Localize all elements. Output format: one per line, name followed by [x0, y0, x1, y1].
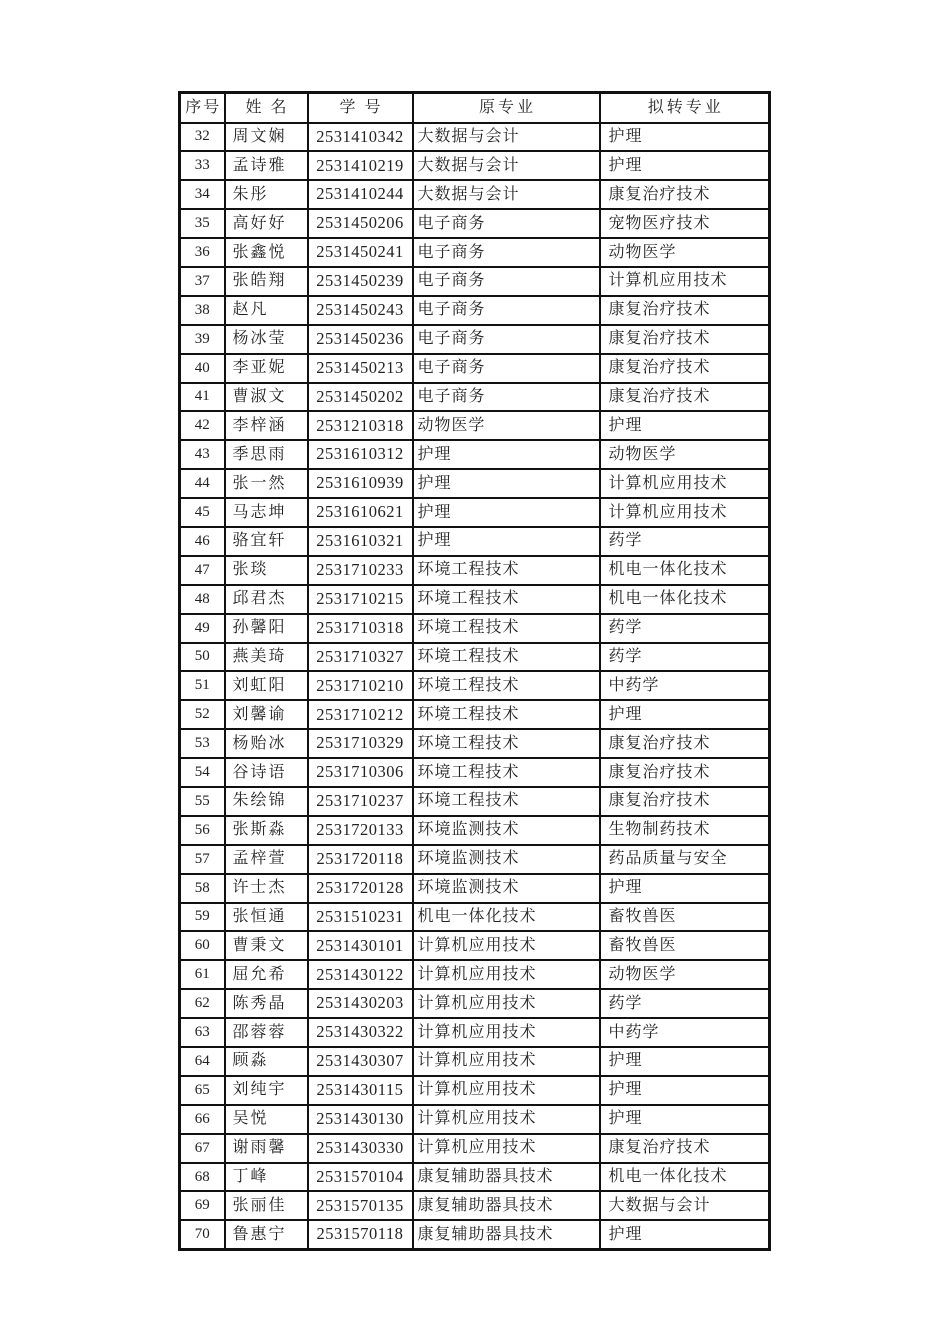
- cell-serial-number: 65: [180, 1076, 225, 1105]
- cell-target-major: 药学: [600, 527, 770, 556]
- cell-target-major: 中药学: [600, 671, 770, 700]
- cell-original-major: 计算机应用技术: [413, 960, 600, 989]
- cell-student-id: 2531710306: [308, 758, 413, 787]
- cell-serial-number: 46: [180, 527, 225, 556]
- cell-target-major: 护理: [600, 151, 770, 180]
- cell-student-id: 2531430330: [308, 1134, 413, 1163]
- table-row: [180, 1076, 770, 1105]
- cell-name: 刘虹阳: [225, 671, 308, 700]
- cell-target-major: 护理: [600, 1076, 770, 1105]
- cell-original-major: 护理: [413, 498, 600, 527]
- cell-target-major: 宠物医疗技术: [600, 209, 770, 238]
- header-target-major: 拟转专业: [600, 93, 770, 123]
- cell-original-major: 环境工程技术: [413, 643, 600, 672]
- table-body: [180, 123, 770, 1250]
- cell-student-id: 2531430203: [308, 989, 413, 1018]
- cell-target-major: 生物制药技术: [600, 816, 770, 845]
- cell-target-major: 畜牧兽医: [600, 903, 770, 932]
- table-row: [180, 325, 770, 354]
- cell-original-major: 护理: [413, 527, 600, 556]
- cell-original-major: 环境工程技术: [413, 700, 600, 729]
- cell-original-major: 环境工程技术: [413, 585, 600, 614]
- cell-serial-number: 39: [180, 325, 225, 354]
- cell-name: 孟梓萱: [225, 845, 308, 874]
- cell-serial-number: 56: [180, 816, 225, 845]
- cell-target-major: 康复治疗技术: [600, 296, 770, 325]
- cell-original-major: 机电一体化技术: [413, 903, 600, 932]
- cell-target-major: 动物医学: [600, 440, 770, 469]
- cell-serial-number: 52: [180, 700, 225, 729]
- cell-target-major: 康复治疗技术: [600, 758, 770, 787]
- cell-original-major: 护理: [413, 469, 600, 498]
- cell-name: 高好好: [225, 209, 308, 238]
- cell-student-id: 2531610939: [308, 469, 413, 498]
- cell-target-major: 护理: [600, 123, 770, 152]
- table-row: [180, 671, 770, 700]
- cell-target-major: 康复治疗技术: [600, 354, 770, 383]
- cell-serial-number: 54: [180, 758, 225, 787]
- cell-student-id: 2531450202: [308, 383, 413, 412]
- cell-target-major: 护理: [600, 1047, 770, 1076]
- table-row: [180, 1220, 770, 1249]
- cell-student-id: 2531570135: [308, 1191, 413, 1220]
- table-row: [180, 267, 770, 296]
- header-serial-number: 序号: [180, 93, 225, 123]
- table-row: [180, 1134, 770, 1163]
- cell-target-major: 药品质量与安全: [600, 845, 770, 874]
- cell-student-id: 2531710212: [308, 700, 413, 729]
- cell-student-id: 2531430322: [308, 1018, 413, 1047]
- cell-student-id: 2531410219: [308, 151, 413, 180]
- table-row: [180, 440, 770, 469]
- cell-name: 赵凡: [225, 296, 308, 325]
- cell-student-id: 2531570104: [308, 1163, 413, 1192]
- cell-name: 张一然: [225, 469, 308, 498]
- cell-original-major: 计算机应用技术: [413, 1105, 600, 1134]
- cell-student-id: 2531710210: [308, 671, 413, 700]
- cell-name: 邱君杰: [225, 585, 308, 614]
- cell-name: 朱绘锦: [225, 787, 308, 816]
- table-row: [180, 1191, 770, 1220]
- cell-target-major: 计算机应用技术: [600, 498, 770, 527]
- cell-student-id: 2531610321: [308, 527, 413, 556]
- student-transfer-table: [178, 91, 771, 1251]
- cell-serial-number: 40: [180, 354, 225, 383]
- cell-student-id: 2531610621: [308, 498, 413, 527]
- cell-name: 季思雨: [225, 440, 308, 469]
- cell-student-id: 2531450236: [308, 325, 413, 354]
- cell-serial-number: 61: [180, 960, 225, 989]
- cell-original-major: 计算机应用技术: [413, 989, 600, 1018]
- cell-target-major: 药学: [600, 989, 770, 1018]
- cell-original-major: 环境监测技术: [413, 874, 600, 903]
- cell-student-id: 2531450206: [308, 209, 413, 238]
- cell-serial-number: 33: [180, 151, 225, 180]
- cell-target-major: 护理: [600, 1105, 770, 1134]
- cell-serial-number: 47: [180, 556, 225, 585]
- table-row: [180, 585, 770, 614]
- table-row: [180, 411, 770, 440]
- cell-serial-number: 34: [180, 180, 225, 209]
- cell-target-major: 康复治疗技术: [600, 729, 770, 758]
- cell-name: 杨冰莹: [225, 325, 308, 354]
- cell-name: 谷诗语: [225, 758, 308, 787]
- cell-target-major: 护理: [600, 700, 770, 729]
- table-row: [180, 643, 770, 672]
- cell-student-id: 2531410342: [308, 123, 413, 152]
- cell-name: 曹秉文: [225, 931, 308, 960]
- cell-original-major: 电子商务: [413, 354, 600, 383]
- cell-original-major: 动物医学: [413, 411, 600, 440]
- cell-target-major: 大数据与会计: [600, 1191, 770, 1220]
- cell-name: 张丽佳: [225, 1191, 308, 1220]
- cell-name: 许士杰: [225, 874, 308, 903]
- cell-serial-number: 48: [180, 585, 225, 614]
- cell-name: 丁峰: [225, 1163, 308, 1192]
- cell-name: 孟诗雅: [225, 151, 308, 180]
- cell-student-id: 2531450241: [308, 238, 413, 267]
- table-row: [180, 556, 770, 585]
- cell-name: 陈秀晶: [225, 989, 308, 1018]
- cell-target-major: 中药学: [600, 1018, 770, 1047]
- cell-student-id: 2531710237: [308, 787, 413, 816]
- cell-student-id: 2531510231: [308, 903, 413, 932]
- cell-name: 孙馨阳: [225, 614, 308, 643]
- cell-serial-number: 51: [180, 671, 225, 700]
- cell-target-major: 药学: [600, 614, 770, 643]
- cell-serial-number: 55: [180, 787, 225, 816]
- cell-original-major: 环境工程技术: [413, 729, 600, 758]
- table-row: [180, 209, 770, 238]
- cell-name: 燕美琦: [225, 643, 308, 672]
- cell-name: 顾淼: [225, 1047, 308, 1076]
- cell-student-id: 2531710327: [308, 643, 413, 672]
- cell-student-id: 2531430122: [308, 960, 413, 989]
- cell-original-major: 环境工程技术: [413, 614, 600, 643]
- cell-target-major: 机电一体化技术: [600, 556, 770, 585]
- table-row: [180, 498, 770, 527]
- cell-original-major: 大数据与会计: [413, 151, 600, 180]
- table-row: [180, 700, 770, 729]
- cell-name: 吴悦: [225, 1105, 308, 1134]
- cell-name: 马志坤: [225, 498, 308, 527]
- table-row: [180, 1105, 770, 1134]
- cell-serial-number: 57: [180, 845, 225, 874]
- table-row: [180, 874, 770, 903]
- cell-name: 张琰: [225, 556, 308, 585]
- cell-serial-number: 49: [180, 614, 225, 643]
- cell-student-id: 2531710318: [308, 614, 413, 643]
- cell-name: 谢雨馨: [225, 1134, 308, 1163]
- cell-target-major: 动物医学: [600, 238, 770, 267]
- cell-original-major: 计算机应用技术: [413, 931, 600, 960]
- cell-original-major: 电子商务: [413, 267, 600, 296]
- cell-student-id: 2531450239: [308, 267, 413, 296]
- cell-name: 曹淑文: [225, 383, 308, 412]
- cell-name: 屈允希: [225, 960, 308, 989]
- cell-name: 鲁惠宁: [225, 1220, 308, 1249]
- cell-serial-number: 64: [180, 1047, 225, 1076]
- cell-name: 张斯淼: [225, 816, 308, 845]
- cell-original-major: 环境工程技术: [413, 556, 600, 585]
- cell-target-major: 康复治疗技术: [600, 180, 770, 209]
- cell-original-major: 电子商务: [413, 383, 600, 412]
- cell-original-major: 大数据与会计: [413, 180, 600, 209]
- cell-target-major: 动物医学: [600, 960, 770, 989]
- cell-name: 张鑫悦: [225, 238, 308, 267]
- cell-student-id: 2531720133: [308, 816, 413, 845]
- cell-name: 邵蓉蓉: [225, 1018, 308, 1047]
- cell-student-id: 2531430101: [308, 931, 413, 960]
- cell-serial-number: 70: [180, 1220, 225, 1249]
- cell-original-major: 康复辅助器具技术: [413, 1220, 600, 1249]
- table-row: [180, 123, 770, 152]
- table-row: [180, 989, 770, 1018]
- cell-target-major: 机电一体化技术: [600, 585, 770, 614]
- cell-student-id: 2531450243: [308, 296, 413, 325]
- cell-student-id: 2531710233: [308, 556, 413, 585]
- table-row: [180, 151, 770, 180]
- table-row: [180, 1163, 770, 1192]
- cell-target-major: 畜牧兽医: [600, 931, 770, 960]
- cell-original-major: 环境监测技术: [413, 845, 600, 874]
- cell-original-major: 计算机应用技术: [413, 1018, 600, 1047]
- cell-serial-number: 44: [180, 469, 225, 498]
- cell-serial-number: 53: [180, 729, 225, 758]
- table-row: [180, 527, 770, 556]
- header-original-major: 原专业: [413, 93, 600, 123]
- cell-serial-number: 67: [180, 1134, 225, 1163]
- cell-target-major: 康复治疗技术: [600, 383, 770, 412]
- cell-student-id: 2531720118: [308, 845, 413, 874]
- cell-serial-number: 69: [180, 1191, 225, 1220]
- cell-student-id: 2531430115: [308, 1076, 413, 1105]
- cell-original-major: 康复辅助器具技术: [413, 1191, 600, 1220]
- table-row: [180, 960, 770, 989]
- cell-student-id: 2531610312: [308, 440, 413, 469]
- table-row: [180, 469, 770, 498]
- cell-student-id: 2531430307: [308, 1047, 413, 1076]
- cell-original-major: 计算机应用技术: [413, 1076, 600, 1105]
- table-row: [180, 1047, 770, 1076]
- table-row: [180, 787, 770, 816]
- cell-serial-number: 41: [180, 383, 225, 412]
- header-name: 姓名: [225, 93, 308, 123]
- cell-name: 李亚妮: [225, 354, 308, 383]
- cell-serial-number: 42: [180, 411, 225, 440]
- cell-original-major: 环境工程技术: [413, 758, 600, 787]
- cell-original-major: 电子商务: [413, 325, 600, 354]
- cell-serial-number: 66: [180, 1105, 225, 1134]
- cell-serial-number: 43: [180, 440, 225, 469]
- cell-student-id: 2531450213: [308, 354, 413, 383]
- cell-name: 刘纯宇: [225, 1076, 308, 1105]
- cell-target-major: 护理: [600, 411, 770, 440]
- cell-target-major: 计算机应用技术: [600, 469, 770, 498]
- cell-original-major: 康复辅助器具技术: [413, 1163, 600, 1192]
- cell-serial-number: 58: [180, 874, 225, 903]
- cell-name: 张皓翔: [225, 267, 308, 296]
- cell-serial-number: 68: [180, 1163, 225, 1192]
- cell-original-major: 大数据与会计: [413, 123, 600, 152]
- cell-serial-number: 60: [180, 931, 225, 960]
- table-row: [180, 238, 770, 267]
- cell-target-major: 护理: [600, 1220, 770, 1249]
- cell-original-major: 计算机应用技术: [413, 1134, 600, 1163]
- cell-serial-number: 63: [180, 1018, 225, 1047]
- cell-target-major: 康复治疗技术: [600, 787, 770, 816]
- cell-student-id: 2531210318: [308, 411, 413, 440]
- table-header-row: [180, 93, 770, 123]
- cell-student-id: 2531430130: [308, 1105, 413, 1134]
- cell-target-major: 药学: [600, 643, 770, 672]
- cell-name: 骆宜轩: [225, 527, 308, 556]
- cell-name: 杨贻冰: [225, 729, 308, 758]
- table-row: [180, 296, 770, 325]
- cell-name: 周文娴: [225, 123, 308, 152]
- cell-student-id: 2531720128: [308, 874, 413, 903]
- cell-name: 李梓涵: [225, 411, 308, 440]
- table-header: [180, 93, 770, 123]
- cell-student-id: 2531710329: [308, 729, 413, 758]
- table-row: [180, 180, 770, 209]
- cell-name: 刘馨谕: [225, 700, 308, 729]
- table-row: [180, 931, 770, 960]
- cell-serial-number: 38: [180, 296, 225, 325]
- cell-original-major: 护理: [413, 440, 600, 469]
- cell-target-major: 护理: [600, 874, 770, 903]
- cell-target-major: 计算机应用技术: [600, 267, 770, 296]
- cell-serial-number: 45: [180, 498, 225, 527]
- cell-original-major: 环境监测技术: [413, 816, 600, 845]
- table-row: [180, 729, 770, 758]
- table-row: [180, 354, 770, 383]
- cell-original-major: 计算机应用技术: [413, 1047, 600, 1076]
- cell-serial-number: 50: [180, 643, 225, 672]
- table-row: [180, 614, 770, 643]
- table-row: [180, 383, 770, 412]
- cell-student-id: 2531710215: [308, 585, 413, 614]
- cell-original-major: 环境工程技术: [413, 671, 600, 700]
- cell-student-id: 2531410244: [308, 180, 413, 209]
- cell-serial-number: 32: [180, 123, 225, 152]
- table-row: [180, 903, 770, 932]
- cell-serial-number: 59: [180, 903, 225, 932]
- cell-name: 张恒通: [225, 903, 308, 932]
- cell-original-major: 电子商务: [413, 296, 600, 325]
- cell-original-major: 电子商务: [413, 238, 600, 267]
- header-student-id: 学号: [308, 93, 413, 123]
- cell-target-major: 康复治疗技术: [600, 325, 770, 354]
- cell-serial-number: 62: [180, 989, 225, 1018]
- table-row: [180, 816, 770, 845]
- cell-name: 朱彤: [225, 180, 308, 209]
- cell-serial-number: 37: [180, 267, 225, 296]
- table-row: [180, 758, 770, 787]
- cell-serial-number: 36: [180, 238, 225, 267]
- cell-original-major: 电子商务: [413, 209, 600, 238]
- table-row: [180, 845, 770, 874]
- cell-student-id: 2531570118: [308, 1220, 413, 1249]
- cell-target-major: 机电一体化技术: [600, 1163, 770, 1192]
- cell-serial-number: 35: [180, 209, 225, 238]
- cell-target-major: 康复治疗技术: [600, 1134, 770, 1163]
- table-row: [180, 1018, 770, 1047]
- cell-original-major: 环境工程技术: [413, 787, 600, 816]
